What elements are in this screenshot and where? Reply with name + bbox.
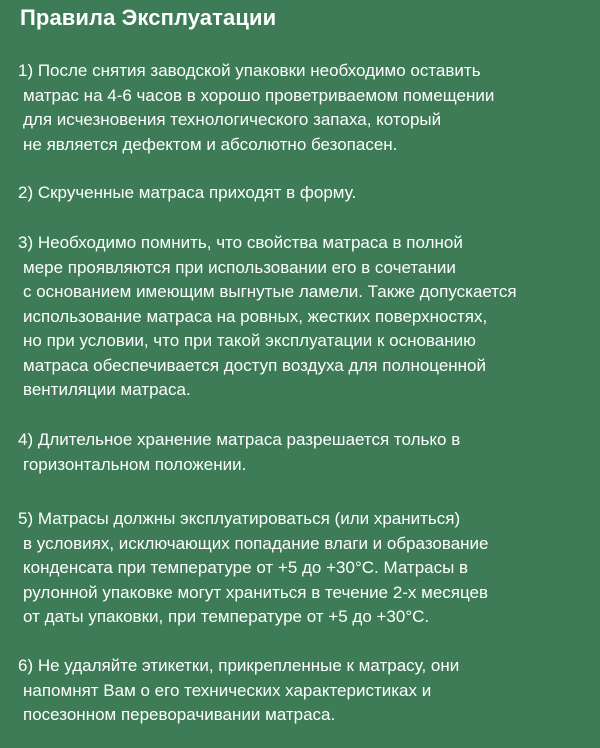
rule-line: 3) Необходимо помнить, что свойства матраса в полной bbox=[18, 233, 463, 252]
rule-line: использование матраса на ровных, жестких поверхностях, bbox=[23, 306, 488, 326]
rule-1 bbox=[18, 59, 494, 157]
rule-line: мере проявляются при использовании его в сочетании bbox=[23, 257, 456, 277]
rule-line: 2) Скрученные матраса приходят в форму. bbox=[18, 183, 357, 202]
rule-line: 4) Длительное хранение матраса разрешается только в bbox=[18, 430, 461, 449]
rule-5 bbox=[18, 507, 489, 630]
rule-line: с основанием имеющим выгнутые ламели. Также допускается bbox=[23, 282, 517, 301]
rule-line: но при условии, что при такой эксплуатации к основанию bbox=[23, 331, 476, 350]
rule-line: посезонном переворачивании матраса. bbox=[23, 705, 336, 724]
rule-line: от даты упаковки, при температуре от +5 до +30°С. bbox=[23, 607, 430, 626]
rule-line: конденсата при температуре от +5 до +30°С. Матрасы в bbox=[23, 558, 469, 577]
rule-line: матрас на 4-6 часов в хорошо проветриваемом помещении bbox=[23, 85, 495, 105]
rule-line: для исчезновения технологического запаха, который bbox=[23, 110, 442, 129]
rule-line: не является дефектом и абсолютно безопасен. bbox=[23, 134, 398, 154]
rule-line: горизонтальном положении. bbox=[23, 454, 247, 474]
rule-line: вентиляции матраса. bbox=[23, 380, 191, 399]
rule-line: 6) Не удаляйте этикетки, прикрепленные к матрасу, они bbox=[18, 656, 460, 675]
rule-line: 1) После снятия заводской упаковки необходимо оставить bbox=[18, 61, 481, 80]
rule-line: в условиях, исключающих попадание влаги и образование bbox=[23, 533, 489, 553]
page-title: Правила Эксплуатации bbox=[20, 5, 277, 30]
rule-3 bbox=[18, 231, 517, 403]
rule-line: рулонной упаковке могут храниться в течение 2-х месяцев bbox=[23, 582, 489, 602]
rule-line: матраса обеспечивается доступ воздуха для полноценной bbox=[23, 355, 487, 375]
rule-6 bbox=[18, 654, 459, 728]
rule-2 bbox=[18, 181, 356, 206]
rule-4 bbox=[18, 428, 460, 477]
rule-line: 5) Матрасы должны эксплуатироваться (или храниться) bbox=[18, 509, 461, 528]
rule-line: напомнят Вам о его технических характеристиках и bbox=[23, 680, 432, 700]
